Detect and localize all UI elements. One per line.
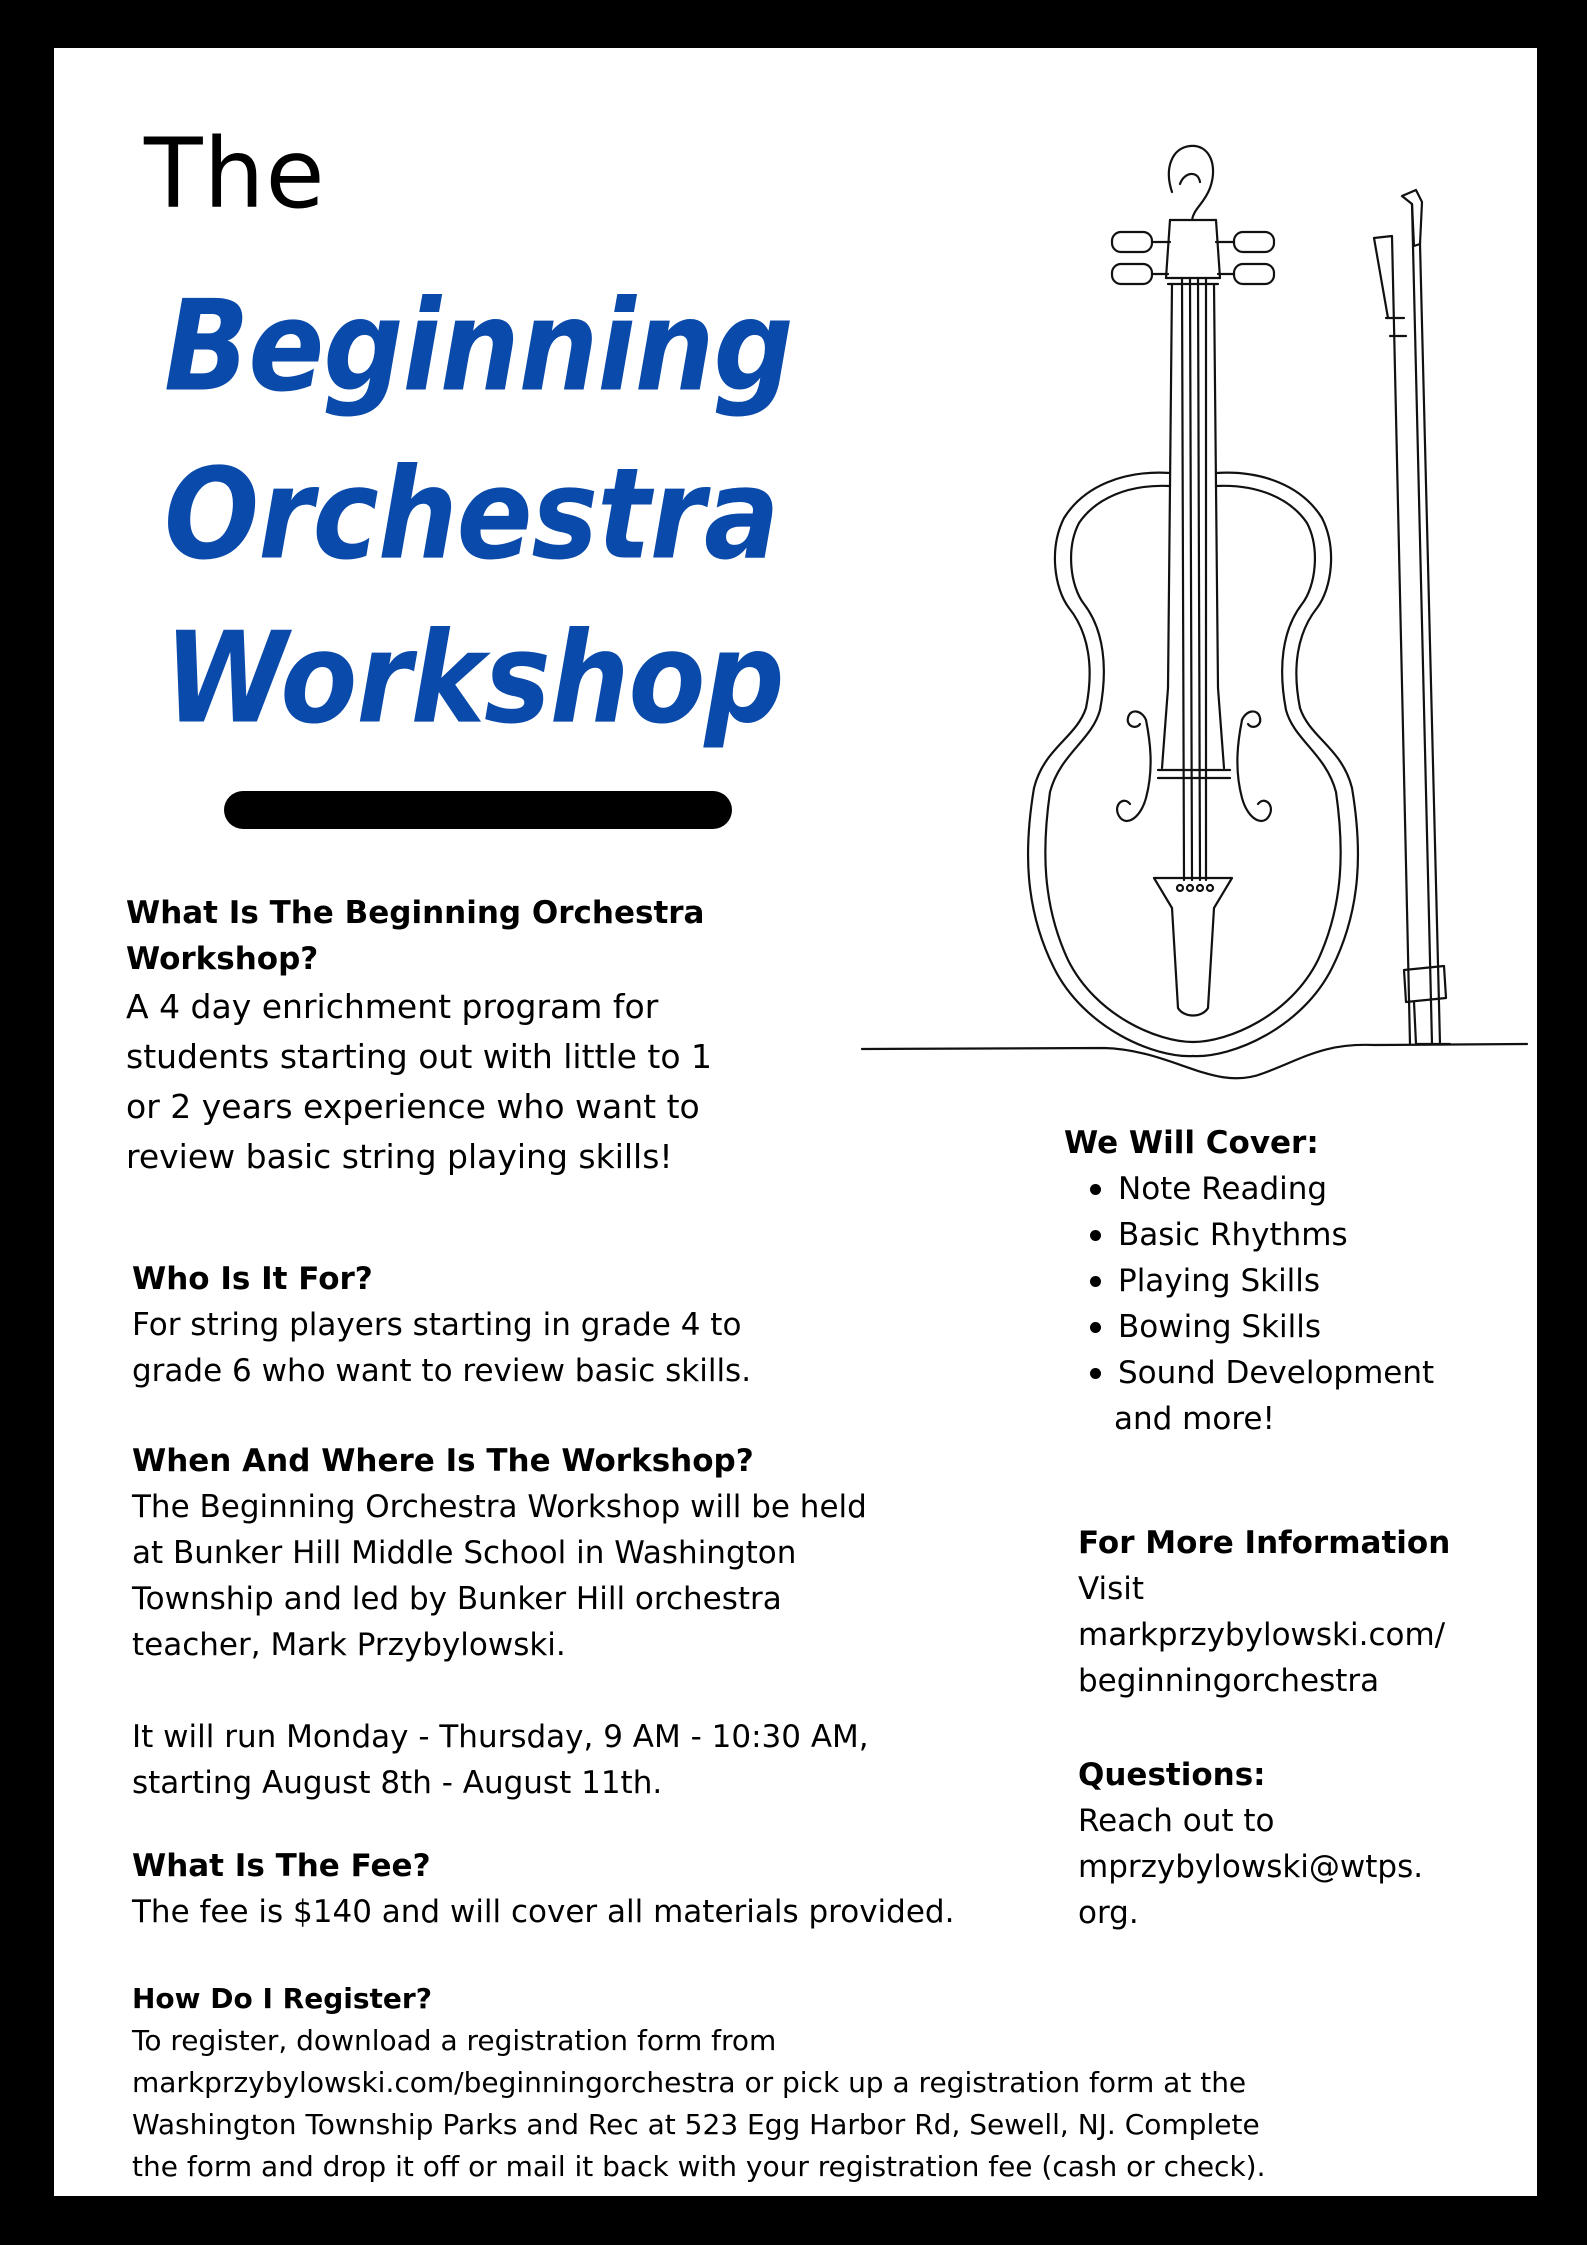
who-text-line: grade 6 who want to review basic skills. <box>132 1353 752 1389</box>
email-link-line[interactable]: org. <box>1078 1895 1139 1931</box>
cover-tail: and more! <box>1114 1401 1275 1437</box>
fee-text: The fee is $140 and will cover all materials provided. <box>132 1894 955 1930</box>
cover-heading: We Will Cover: <box>1064 1125 1319 1161</box>
title-line-workshop: Workshop <box>164 605 784 752</box>
section-what <box>126 890 712 1182</box>
fee-heading: What Is The Fee? <box>132 1848 431 1884</box>
bullet-icon <box>1090 1368 1101 1379</box>
who-text-line: For string players starting in grade 4 to <box>132 1307 742 1343</box>
list-item: Note Reading <box>1088 1166 1434 1212</box>
register-text-line: Washington Township Parks and Rec at 523 Egg Harbor Rd, Sewell, NJ. Complete <box>132 2108 1260 2141</box>
when-heading: When And Where Is The Workshop? <box>132 1443 754 1479</box>
when-text-line: at Bunker Hill Middle School in Washington <box>132 1535 797 1571</box>
schedule-text-line: It will run Monday - Thursday, 9 AM - 10:30 AM, <box>132 1719 869 1755</box>
bullet-icon <box>1090 1230 1101 1241</box>
what-text-line: A 4 day enrichment program for <box>126 987 659 1026</box>
when-text-line: Township and led by Bunker Hill orchestra <box>132 1581 782 1617</box>
bullet-icon <box>1090 1322 1101 1333</box>
register-text-line: the form and drop it off or mail it back with your registration fee (cash or check). <box>132 2150 1266 2183</box>
section-cover <box>1064 1120 1434 1442</box>
title-underline-bar <box>224 791 732 829</box>
who-heading: Who Is It For? <box>132 1261 373 1297</box>
bullet-icon <box>1090 1184 1101 1195</box>
what-text-line: review basic string playing skills! <box>126 1137 673 1176</box>
email-link-line[interactable]: mprzybylowski@wtps. <box>1078 1849 1424 1885</box>
section-questions <box>1078 1752 1423 1936</box>
questions-heading: Questions: <box>1078 1757 1266 1793</box>
info-link-line[interactable]: beginningorchestra <box>1078 1663 1380 1699</box>
flyer-page <box>54 48 1537 2196</box>
violin-and-bow-icon <box>854 108 1534 1088</box>
list-item: Bowing Skills <box>1088 1304 1434 1350</box>
list-item: Playing Skills <box>1088 1258 1434 1304</box>
section-who <box>132 1256 751 1394</box>
section-when <box>132 1438 869 1806</box>
register-text-line: To register, download a registration form from <box>132 2024 777 2057</box>
bullet-icon <box>1090 1276 1101 1287</box>
info-link-line[interactable]: markprzybylowski.com/ <box>1078 1617 1446 1653</box>
register-text-line: markprzybylowski.com/beginningorchestra or pick up a registration form at the <box>132 2066 1247 2099</box>
list-item: Basic Rhythms <box>1088 1212 1434 1258</box>
list-item: Sound Development <box>1088 1350 1434 1396</box>
title-line-beginning: Beginning <box>164 273 793 420</box>
what-text-line: students starting out with little to 1 <box>126 1037 713 1076</box>
cover-list <box>1088 1166 1434 1396</box>
when-text-line: teacher, Mark Przybylowski. <box>132 1627 566 1663</box>
questions-text-line: Reach out to <box>1078 1803 1275 1839</box>
what-heading-line1: What Is The Beginning Orchestra <box>126 895 705 931</box>
title-the: The <box>144 118 326 230</box>
what-heading-line2: Workshop? <box>126 941 319 977</box>
when-text-line: The Beginning Orchestra Workshop will be held <box>132 1489 867 1525</box>
section-register <box>132 1978 1265 2188</box>
schedule-text-line: starting August 8th - August 11th. <box>132 1765 663 1801</box>
section-info <box>1078 1520 1450 1704</box>
info-heading: For More Information <box>1078 1525 1451 1561</box>
register-heading: How Do I Register? <box>132 1982 432 2015</box>
info-text-line: Visit <box>1078 1571 1145 1607</box>
section-fee <box>132 1843 954 1935</box>
what-text-line: or 2 years experience who want to <box>126 1087 700 1126</box>
title-line-orchestra: Orchestra <box>164 441 779 588</box>
